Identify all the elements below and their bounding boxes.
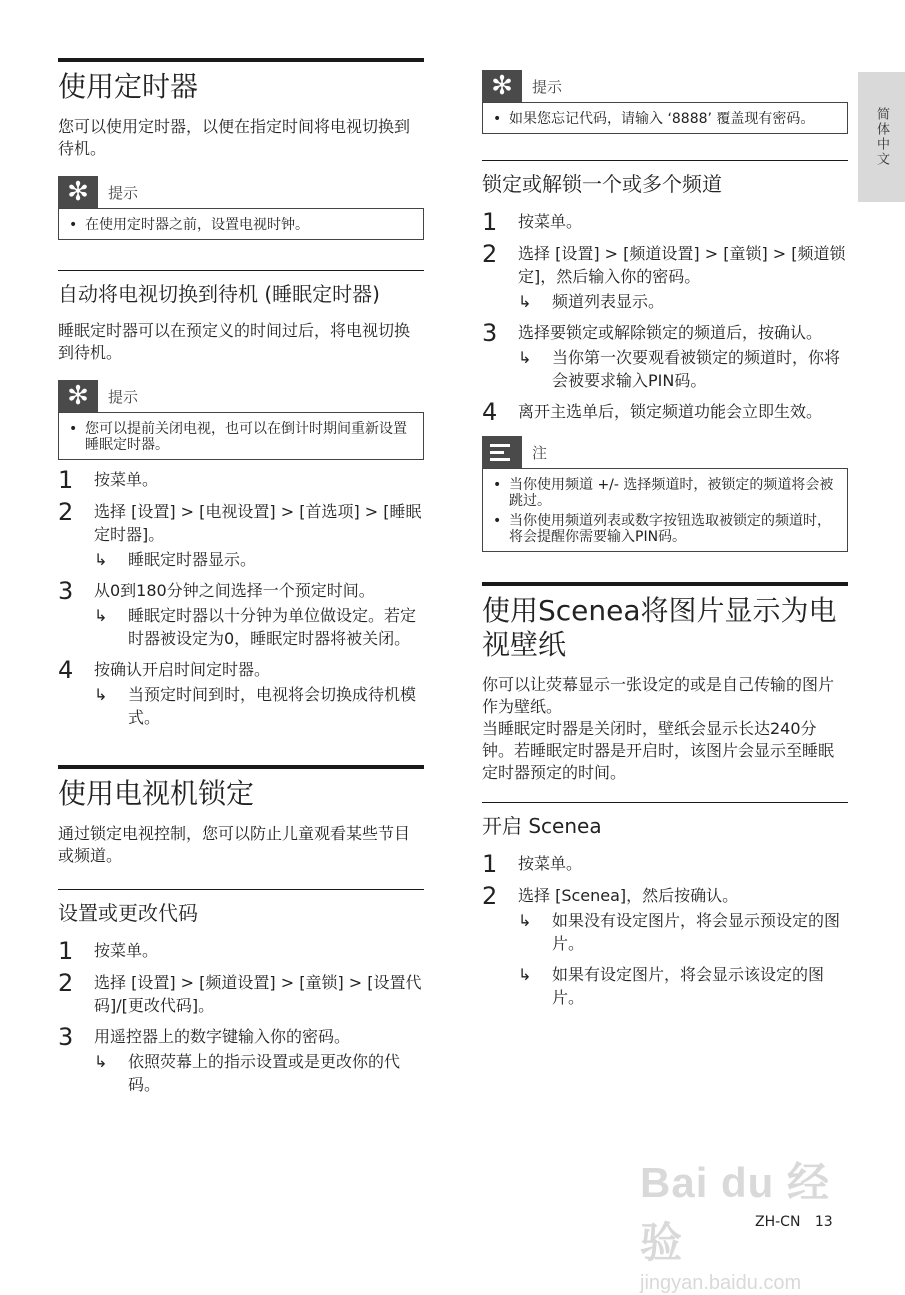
step-text: 用遥控器上的数字键输入你的密码。 [94,1027,351,1046]
tip-header [58,176,424,208]
step-text: 离开主选单后，锁定频道功能会立即生效。 [518,402,823,421]
step-number: 2 [58,969,74,997]
step-text: 选择要锁定或解除锁定的频道后，按确认。 [518,323,823,342]
language-tab [858,72,905,202]
tip-header [58,380,424,412]
note-text: 当你使用频道列表或数字按钮选取被锁定的频道时，将会提醒你需要输入PIN码。 [509,513,831,545]
step-text: 按菜单。 [518,212,583,231]
section-title-timer: 使用定时器 [58,70,199,103]
footer-lang: ZH-CN [755,1214,801,1230]
section-body-timer: 您可以使用定时器，以便在指定时间将电视切换到待机。 [58,117,411,158]
tip-box: • 在使用定时器之前，设置电视时钟。 [58,208,424,240]
tip-box: • 您可以提前关闭电视，也可以在倒计时期间重新设置睡眠定时器。 [58,412,424,460]
step [482,321,848,392]
result-arrow-icon: ↳ [518,965,532,984]
step-result: ↳ 当预定时间到时，电视将会切换成待机模式。 [94,685,417,727]
step [482,884,848,1009]
step-result: ↳ 频道列表显示。 [518,292,665,311]
step-result: ↳ 睡眠定时器以十分钟为单位做设定。若定时器被设定为0，睡眠定时器将被关闭。 [94,606,417,648]
step-result: ↳ 如果有设定图片，将会显示该设定的图片。 [518,965,825,1007]
subsection-divider [482,802,848,803]
tip-label: 提示 [108,387,139,406]
tip-label: 提示 [108,183,139,202]
step [58,468,424,492]
watermark-url: jingyan.baidu.com [640,1272,802,1294]
step [58,971,424,1017]
step-text: 按菜单。 [94,941,159,960]
result-arrow-icon: ↳ [94,550,108,569]
step-result: ↳ 如果没有设定图片，将会显示预设定的图片。 [518,911,841,953]
note-label: 注 [532,443,548,462]
step-text: 选择 [设置] > [频道设置] > [童锁] > [设置代码]/[更改代码]。 [94,973,422,1015]
step-text: 按菜单。 [518,854,583,873]
step [482,852,848,876]
result-arrow-icon: ↳ [94,1052,108,1071]
tip-label: 提示 [532,77,563,96]
section-divider [482,582,848,586]
section-title-scenea: 使用Scenea将图片显示为电视壁纸 [482,594,837,661]
section-title-lock: 使用电视机锁定 [58,777,255,810]
step-text: 按确认开启时间定时器。 [94,660,271,679]
step [58,658,424,729]
step-text: 按菜单。 [94,470,159,489]
step-list [482,210,848,424]
tip-text: 如果您忘记代码，请输入 ‘8888’ 覆盖现有密码。 [509,111,815,127]
tip-text: 您可以提前关闭电视，也可以在倒计时期间重新设置睡眠定时器。 [85,421,407,453]
step-number: 2 [482,882,498,910]
note-icon [482,436,522,468]
step-text: 从0到180分钟之间选择一个预定时间。 [94,581,375,600]
subsection-divider [58,889,424,890]
tip-icon: ✻ [482,70,522,102]
step-number: 2 [482,240,498,268]
subsection-divider [58,270,424,271]
tip-icon: ✻ [58,176,98,208]
step [58,939,424,963]
subsection-title-code: 设置或更改代码 [58,901,198,925]
subsection-title-channel-lock: 锁定或解锁一个或多个频道 [482,172,722,196]
subsection-title-sleep: 自动将电视切换到待机 (睡眠定时器) [58,282,380,306]
step-list [58,468,424,729]
result-arrow-icon: ↳ [94,606,108,625]
right-column [482,70,848,1021]
language-tab-label: 简体中文 [874,107,889,167]
step-text: 选择 [设置] > [频道设置] > [童锁] > [频道锁定]，然后输入你的密码。 [518,244,846,286]
step-number: 1 [482,208,498,236]
tip-icon: ✻ [58,380,98,412]
step-text: 选择 [设置] > [电视设置] > [首选项] > [睡眠定时器]。 [94,502,422,544]
page-number: 13 [814,1214,833,1230]
section-divider [58,765,424,769]
note-header [482,436,848,468]
section-body-scenea-2: 当睡眠定时器是关闭时，壁纸会显示长达240分钟。若睡眠定时器是开启时，该图片会显示至睡眠定时器预定的时间。 [482,719,835,782]
result-arrow-icon: ↳ [518,911,532,930]
subsection-title-open-scenea: 开启 Scenea [482,814,602,838]
step [482,242,848,313]
step [58,579,424,650]
note-text: 当你使用频道 +/- 选择频道时，被锁定的频道将会被跳过。 [509,477,834,509]
step-number: 1 [58,466,74,494]
baidu-watermark [640,1150,860,1294]
step-number: 1 [58,937,74,965]
step-list [482,852,848,1009]
result-arrow-icon: ↳ [518,348,532,367]
step [482,400,848,424]
tip-header [482,70,848,102]
section-body-scenea-1: 你可以让荧幕显示一张设定的或是自己传输的图片作为壁纸。 [482,675,835,716]
tip-box: • 如果您忘记代码，请输入 ‘8888’ 覆盖现有密码。 [482,102,848,134]
subsection-divider [482,160,848,161]
step-result: ↳ 依照荧幕上的指示设置或是更改你的代码。 [94,1052,401,1094]
step-result: ↳ 当你第一次要观看被锁定的频道时，你将会被要求输入PIN码。 [518,348,841,390]
section-body-lock: 通过锁定电视控制，您可以防止儿童观看某些节目或频道。 [58,824,411,865]
step-result: ↳ 睡眠定时器显示。 [94,550,257,569]
step-number: 4 [58,656,74,684]
left-column [58,58,424,1108]
step-list [58,939,424,1096]
step-number: 2 [58,498,74,526]
step-text: 选择 [Scenea]，然后按确认。 [518,886,739,905]
note-box: • 当你使用频道 +/- 选择频道时，被锁定的频道将会被跳过。 • 当你使用频道列表或数字按钮选取被锁定的频道时，将会提醒你需要输入PIN码。 [482,468,848,552]
result-arrow-icon: ↳ [518,292,532,311]
subsection-body-sleep: 睡眠定时器可以在预定义的时间过后，将电视切换到待机。 [58,321,411,362]
step-number: 3 [482,319,498,347]
step [482,210,848,234]
step-number: 3 [58,577,74,605]
step-number: 4 [482,398,498,426]
section-divider [58,58,424,62]
step-number: 1 [482,850,498,878]
result-arrow-icon: ↳ [94,685,108,704]
page-footer [755,1214,843,1230]
step-number: 3 [58,1023,74,1051]
watermark-logo: Bai du 经验 [640,1159,831,1266]
step [58,1025,424,1096]
tip-text: 在使用定时器之前，设置电视时钟。 [85,217,309,233]
step [58,500,424,571]
